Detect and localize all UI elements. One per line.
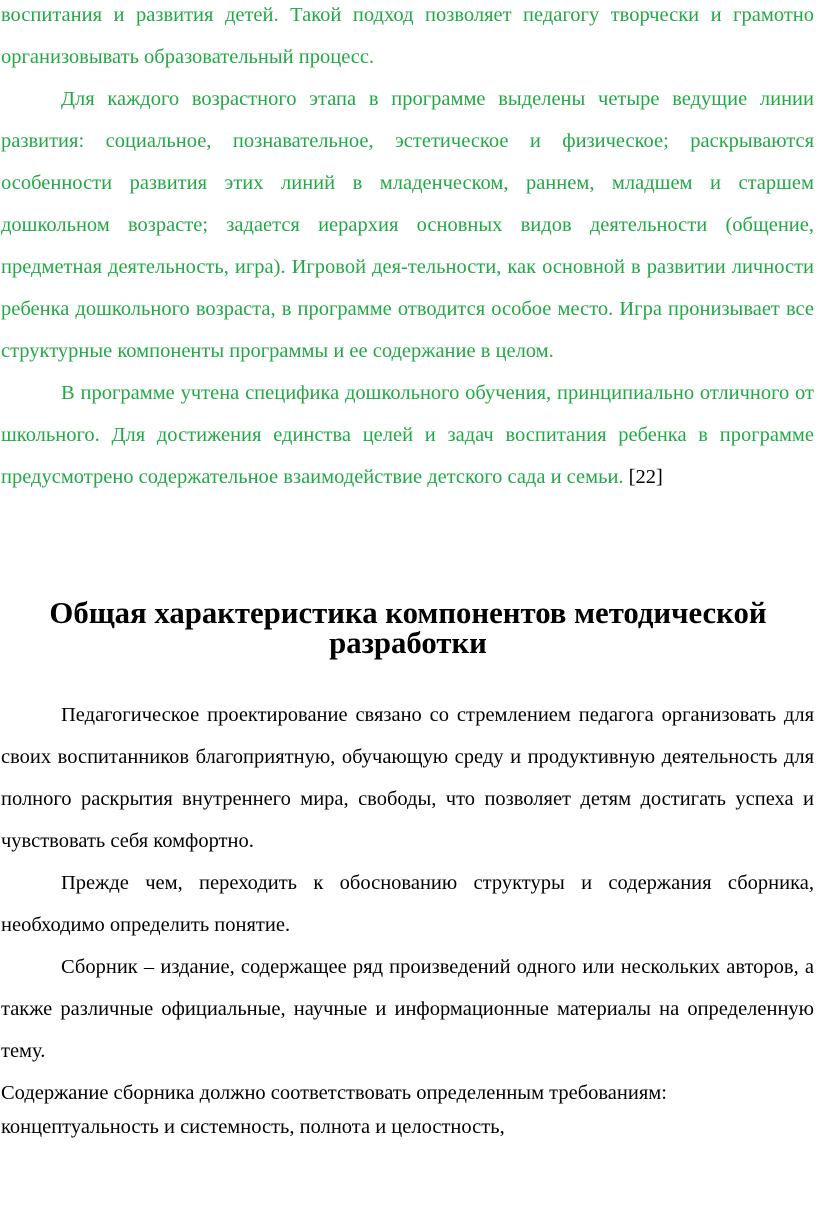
section-heading: Общая характеристика компонентов методической разработки (49, 596, 767, 660)
paragraph-pedagogical-design: Педагогическое проектирование связано со стремлением педагога организовать для своих воспитанников благоприятную, обучающую среду и продуктивную деятельность для полного раскрытия внутреннего мира, свободы, что позволяет детям достигать успеха и чувствовать себя комфортно. (1, 704, 814, 852)
paragraph-before-justification: Прежде чем, переходить к обоснованию структуры и содержания сборника, необходимо определить понятие. (1, 872, 814, 936)
citation-reference: [22] (623, 466, 663, 488)
paragraph-intro-continuation: воспитания и развития детей. Такой подход позволяет педагогу творчески и грамотно организовывать образовательный процесс. (1, 4, 814, 68)
paragraph-development-lines: Для каждого возрастного этапа в программе выделены четыре ведущие линии развития: социальное, познавательное, эстетическое и физическое; раскрываются особенности развития этих линий в младенческом, раннем, младшем и старшем дошкольном возрасте; задается иерархия основных видов деятельности (общение, предметная деятельность, игра). Игровой дея-тельности, как основной в развитии личности ребенка дошкольного возраста, в программе отводится особое место. Игра пронизывает все структурные компоненты программы и ее содержание в целом. (1, 88, 814, 362)
paragraph-preschool-specifics (0, 372, 816, 498)
paragraph-requirements-line2: концептуальность и системность, полнота и целостность, (1, 1116, 505, 1138)
paragraph-collection-definition: Сборник – издание, содержащее ряд произведений одного или нескольких авторов, а также различные официальные, научные и информационные материалы на определенную тему. (1, 956, 814, 1062)
paragraph-preschool-specifics-text: В программе учтена специфика дошкольного обучения, принципиально отличного от школьного. Для достижения единства целей и задач воспитания ребенка в программе предусмотрено содержательное взаимодействие детского сада и семьи. (1, 382, 814, 488)
paragraph-requirements-line1: Содержание сборника должно соответствовать определенным требованиям: (1, 1082, 667, 1104)
